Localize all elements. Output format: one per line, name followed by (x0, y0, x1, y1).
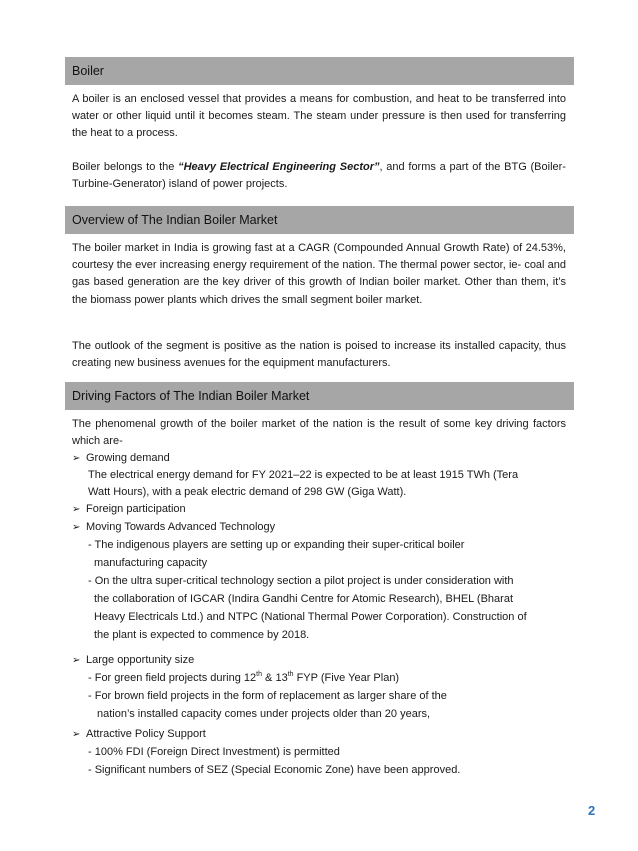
sub-line: Heavy Electricals Ltd.) and NTPC (National Thermal Power Corporation). Construction of (94, 611, 527, 623)
bullet-foreign-participation (72, 501, 186, 518)
sub-line: - 100% FDI (Foreign Direct Investment) is permitted (88, 746, 340, 758)
sub-line: nation’s installed capacity comes under projects older than 20 years, (97, 708, 431, 720)
page-number: 2 (588, 803, 596, 818)
sector-emphasis: “Heavy Electrical Engineering Sector” (178, 161, 380, 173)
paragraph-market-growth: The boiler market in India is growing fast at a CAGR (Compounded Annual Growth Rate) of 24.53%, courtesy the ever increasing energy requirement of the nation. The thermal power sector, ie- coal and gas based generation are the key driver of this growth of Indian boiler market. Other than them, it’s the biomass power plants which drives the small segment boiler market. (72, 242, 566, 306)
sub-line: The electrical energy demand for FY 2021–22 is expected to be at least 1915 TWh (Tera (88, 469, 519, 481)
bullet-label: Large opportunity size (86, 654, 195, 666)
superscript: th (256, 671, 262, 678)
sub-line: - Significant numbers of SEZ (Special Economic Zone) have been approved. (88, 764, 461, 776)
arrow-bullet-icon: ➢ (72, 453, 81, 464)
text-run: - For green field projects during 12 (88, 672, 257, 684)
bullet-label: Growing demand (86, 452, 170, 464)
arrow-bullet-icon: ➢ (72, 729, 81, 740)
sub-line: Watt Hours), with a peak electric demand of 298 GW (Giga Watt). (88, 486, 407, 498)
sub-line: - The indigenous players are setting up or expanding their super-critical boiler (88, 539, 465, 551)
arrow-bullet-icon: ➢ (72, 522, 81, 533)
text-run: , and forms a part of the BTG (Boiler-Turbine-Generator) island of power projects. (72, 161, 566, 191)
bullet-label: Foreign participation (86, 503, 186, 515)
paragraph-boiler-sector (72, 159, 566, 193)
text-run: & 13 (262, 672, 288, 684)
sub-line: - For brown field projects in the form of replacement as larger share of the (88, 690, 447, 702)
sub-line: manufacturing capacity (94, 557, 208, 569)
bullet-advanced-technology (72, 519, 275, 536)
section-heading-driving-factors: Driving Factors of The Indian Boiler Market (65, 382, 574, 410)
arrow-bullet-icon: ➢ (72, 504, 81, 515)
sub-line: - On the ultra super-critical technology section a pilot project is under consideration with (88, 575, 514, 587)
text-run: FYP (Five Year Plan) (293, 672, 400, 684)
arrow-bullet-icon: ➢ (72, 655, 81, 666)
bullet-label: Moving Towards Advanced Technology (86, 521, 276, 533)
paragraph-outlook: The outlook of the segment is positive as the nation is poised to increase its installed capacity, thus creating new business avenues for the equipment manufacturers. (72, 340, 566, 370)
text-run: Boiler belongs to the (72, 161, 179, 173)
bullet-opportunity-size (72, 652, 194, 669)
section-heading-boiler: Boiler (65, 57, 574, 85)
paragraph-driving-intro: The phenomenal growth of the boiler market of the nation is the result of some key driving factors which are- (72, 418, 566, 448)
section-heading-overview: Overview of The Indian Boiler Market (65, 206, 574, 234)
bullet-growing-demand (72, 450, 170, 467)
sub-line: the collaboration of IGCAR (Indira Gandhi Centre for Atomic Research), BHEL (Bharat (94, 593, 514, 605)
superscript: th (287, 671, 294, 678)
sub-line-fyp (88, 670, 399, 687)
sub-line: the plant is expected to commence by 2018. (94, 629, 310, 641)
bullet-policy-support (72, 726, 206, 743)
bullet-label: Attractive Policy Support (86, 728, 206, 740)
paragraph-boiler-definition: A boiler is an enclosed vessel that provides a means for combustion, and heat to be transferred into water or other liquid until it becomes steam. The steam under pressure is then used for transferring the heat to a process. (72, 93, 566, 140)
